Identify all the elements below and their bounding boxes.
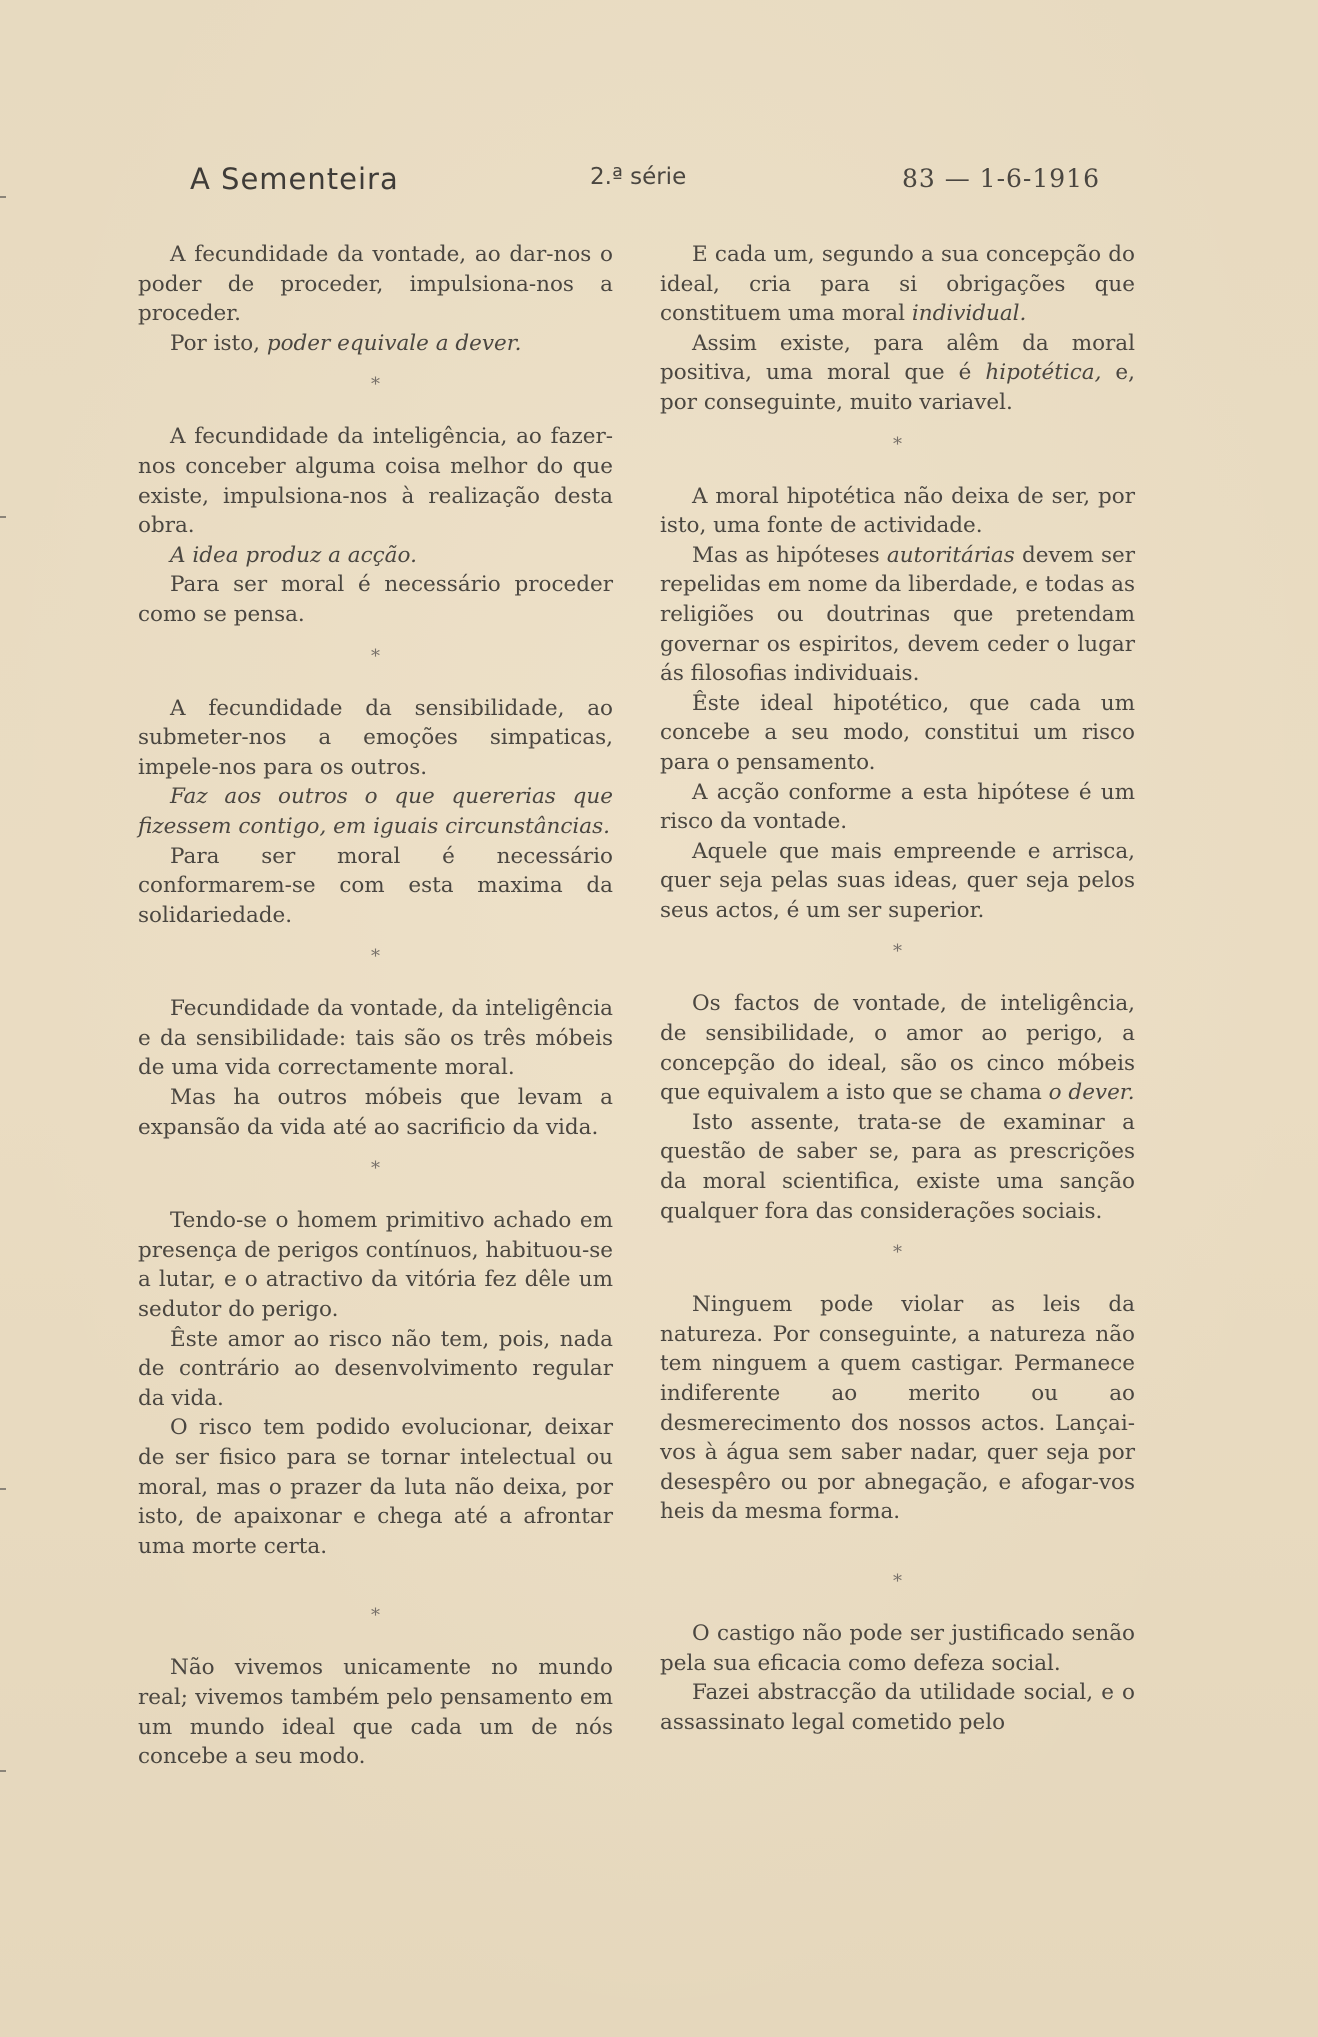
section-separator: * [371,1158,380,1180]
paragraph [660,240,1135,329]
section-risco [138,1206,613,1561]
section-sensibilidade [138,694,613,931]
left-column [138,240,613,1772]
section-fecundidade [138,994,613,1142]
publication-title: A Sementeira [190,162,399,196]
section-moral-hipotetica [660,482,1135,926]
paragraph [138,782,613,841]
text: devem ser repelidas em nome da liberdade, e todas as religiões ou doutrinas que pretendam governar os espiritos, devem ceder o lugar ás filosofias individuais. [660,542,1135,687]
paragraph: O castigo não pode ser justificado senão pela sua eficacia como defeza social. [660,1620,1135,1676]
text: e, por conseguinte, muito variavel. [660,360,1135,415]
series-label: 2.ª série [590,164,687,190]
paragraph [660,541,1135,689]
text: E cada um, segundo a sua concepção do ideal, cria para si obrigações que constituem uma moral [660,242,1135,327]
paragraph: Para ser moral é necessário proceder como se pensa. [138,572,613,627]
paragraph: A acção conforme a esta hipótese é um risco da vontade. [660,779,1135,835]
paragraph: Fecundidade da vontade, da inteligência e da sensibilidade: tais são os três móbeis de uma vida correctamente moral. [138,996,613,1081]
section-separator: * [893,941,902,963]
section-cinco-mobeis [660,989,1135,1226]
paragraph: Êste amor ao risco não tem, pois, nada de contrário ao desenvolvimento regular da vida. [138,1326,613,1411]
section-leis-natureza [660,1290,1135,1527]
emphasis: individual. [911,301,1027,327]
paragraph: Ninguem pode violar as leis da natureza. Por conseguinte, a natureza não tem ninguem a quem castigar. Permanece indiferente ao merito ou ao desmerecimento dos nossos actos. Lançai-vos à água sem saber nadar, quer seja por desespêro ou por abnegação, e afogar-vos heis da mesma forma. [660,1292,1135,1525]
section-vontade [138,240,613,358]
emphasis: Faz aos outros o que quererias que fizessem contigo, em iguais circunstâncias. [138,784,613,839]
paragraph: Isto assente, trata-se de examinar a questão de saber se, para as prescrições da moral scientifica, existe uma sanção qualquer fora das considerações sociais. [660,1109,1135,1224]
section-inteligencia [138,422,613,629]
paragraph [138,541,613,571]
paragraph: Não vivemos unicamente no mundo real; vivemos também pelo pensamento em um mundo ideal que cada um de nós concebe a seu modo. [138,1655,613,1770]
paper-mark [0,196,6,198]
text: Por isto, [170,330,267,356]
paragraph [660,329,1135,418]
paragraph: Êste ideal hipotético, que cada um concebe a seu modo, constitui um risco para o pensamento. [660,690,1135,775]
paragraph: Tendo-se o homem primitivo achado em presença de perigos contínuos, habituou-se a lutar, e o atractivo da vitória fez dêle um sedutor do perigo. [138,1208,613,1323]
section-castigo [660,1619,1135,1737]
page-header [190,162,1100,202]
section-separator: * [371,645,380,667]
text: Os factos de vontade, de inteligência, de sensibilidade, o amor ao perigo, a concepção do ideal, são os cinco móbeis que equivalem a isto que se chama [660,991,1135,1106]
paper-mark [0,516,6,518]
section-separator: * [893,1242,902,1264]
section-separator: * [893,1570,902,1592]
paragraph: A moral hipotética não deixa de ser, por isto, uma fonte de actividade. [660,483,1135,539]
section-mundo-ideal [138,1653,613,1771]
emphasis: autoritárias [886,542,1015,568]
emphasis: o dever. [1048,1080,1135,1106]
section-separator: * [371,374,380,396]
text: Mas as hipóteses [692,542,887,568]
emphasis: hipotética, [985,360,1102,386]
paragraph: A fecundidade da vontade, ao dar-nos o poder de proceder, impulsiona-nos a proceder. [138,242,613,327]
paragraph [660,989,1135,1107]
section-separator: * [371,1605,380,1627]
paper-mark [0,1770,6,1772]
paragraph: Mas ha outros móbeis que levam a expansão da vida até ao sacrificio da vida. [138,1085,613,1140]
section-separator: * [893,433,902,455]
text: Assim existe, para alêm da moral positiva, uma moral que é [660,330,1135,386]
paragraph: Fazei abstracção da utilidade social, e o assassinato legal cometido pelo [660,1680,1135,1735]
issue-number-date: 83 — 1-6-1916 [901,164,1100,193]
paragraph: A fecundidade da inteligência, ao fazer-nos conceber alguma coisa melhor do que existe, impulsiona-nos à realização desta obra. [138,424,613,539]
section-separator: * [371,946,380,968]
right-column [660,240,1135,1737]
emphasis: A idea produz a acção. [170,542,417,568]
paragraph: Para ser moral é necessário conformarem-se com esta maxima da solidariedade. [138,843,613,928]
paragraph: O risco tem podido evolucionar, deixar de ser fisico para se tornar intelectual ou moral, mas o prazer da luta não deixa, por isto, de apaixonar e chega até a afrontar uma morte certa. [138,1415,613,1559]
emphasis: poder equivale a dever. [266,330,522,356]
paper-mark [0,1488,6,1490]
paragraph: A fecundidade da sensibilidade, ao submeter-nos a emoções simpaticas, impele-nos para os outros. [138,695,613,780]
paragraph [138,329,613,359]
paragraph: Aquele que mais empreende e arrisca, quer seja pelas suas ideas, quer seja pelos seus actos, é um ser superior. [660,838,1135,923]
section-moral-individual [660,240,1135,418]
